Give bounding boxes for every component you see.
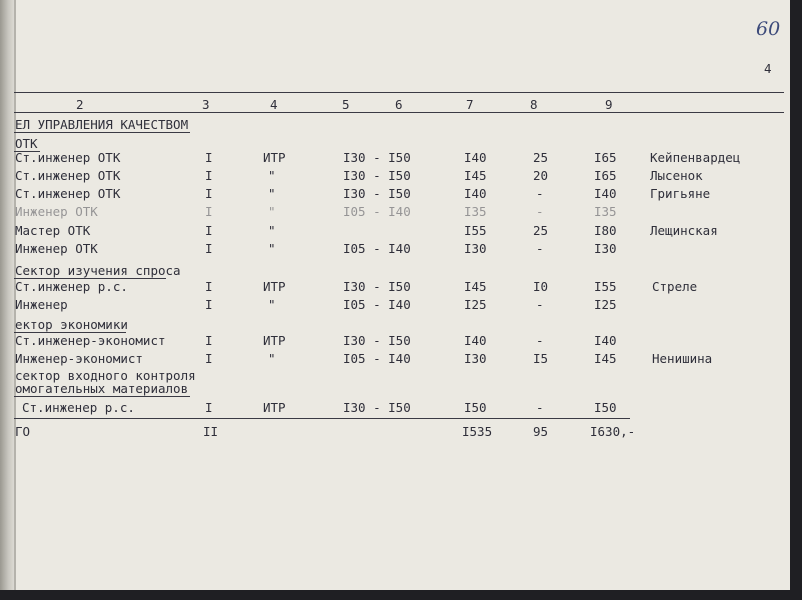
scan-edge-bottom: [0, 590, 802, 600]
row-position: Ст.инженер р.с.: [15, 279, 128, 294]
row-count: I: [205, 150, 213, 165]
binding-line: [14, 0, 16, 590]
section-underline: [14, 396, 190, 397]
section-otk: ОТК: [15, 136, 38, 151]
section-input-control-line2: омогательных материалов: [15, 381, 189, 396]
page-number: 4: [764, 61, 772, 76]
section-economics-sector: ектор экономики: [15, 317, 128, 332]
row-col8: 20: [533, 168, 549, 183]
col-header-4: 4: [270, 97, 278, 112]
row-col7: I25: [464, 297, 487, 312]
row-col9: I45: [594, 351, 617, 366]
row-col8: -: [536, 297, 544, 312]
row-category: ИТР: [263, 333, 286, 348]
row-col7: I40: [464, 333, 487, 348]
row-surname: Лещинская: [650, 223, 718, 238]
row-salary-range: I05 - I40: [343, 241, 411, 256]
row-col9: I35: [594, 204, 617, 219]
row-category: ": [268, 351, 276, 366]
row-count: I: [205, 400, 213, 415]
row-col8: 25: [533, 223, 549, 238]
binding-strip: [0, 0, 14, 590]
row-count: I: [205, 333, 213, 348]
row-salary-range: I30 - I50: [343, 400, 411, 415]
row-position: Ст.инженер ОТК: [15, 168, 121, 183]
total-col7: I535: [462, 424, 493, 439]
row-category: ": [268, 168, 276, 183]
row-salary-range: I30 - I50: [343, 333, 411, 348]
row-col8: -: [536, 241, 544, 256]
row-category: ": [268, 186, 276, 201]
row-col9: I65: [594, 168, 617, 183]
row-count: I: [205, 297, 213, 312]
row-col9: I40: [594, 333, 617, 348]
row-count: I: [205, 223, 213, 238]
row-surname: Ненишина: [652, 351, 713, 366]
row-position: Ст.инженер-экономист: [15, 333, 166, 348]
row-category: ИТР: [263, 150, 286, 165]
col-header-6: 6: [395, 97, 403, 112]
row-position: Ст.инженер ОТК: [15, 186, 121, 201]
row-col7: I40: [464, 150, 487, 165]
row-col9: I40: [594, 186, 617, 201]
row-col8: -: [536, 204, 544, 219]
row-surname: Григьяне: [650, 186, 711, 201]
row-category: ИТР: [263, 279, 286, 294]
handwritten-page-number: 60: [756, 18, 781, 40]
row-col9: I80: [594, 223, 617, 238]
row-category: ": [268, 241, 276, 256]
row-position: Инженер ОТК: [15, 241, 98, 256]
col-header-7: 7: [466, 97, 474, 112]
total-count: II: [203, 424, 219, 439]
row-col8: I5: [533, 351, 549, 366]
row-col8: -: [536, 333, 544, 348]
row-salary-range: I30 - I50: [343, 279, 411, 294]
row-count: I: [205, 241, 213, 256]
col-header-8: 8: [530, 97, 538, 112]
section-underline: [14, 132, 190, 133]
row-col8: I0: [533, 279, 549, 294]
row-count: I: [205, 279, 213, 294]
row-col9: I25: [594, 297, 617, 312]
header-rule-top: [14, 92, 784, 93]
row-salary-range: I05 - I40: [343, 204, 411, 219]
row-col9: I50: [594, 400, 617, 415]
row-count: I: [205, 186, 213, 201]
row-col7: I45: [464, 279, 487, 294]
header-rule-bottom: [14, 112, 784, 113]
row-position: Инженер-экономист: [15, 351, 143, 366]
total-label: ГО: [15, 424, 31, 439]
row-surname: Лысенок: [650, 168, 703, 183]
section-demand-sector: Сектор изучения спроса: [15, 263, 181, 278]
row-col9: I30: [594, 241, 617, 256]
row-surname: Стреле: [652, 279, 698, 294]
row-position: Ст.инженер ОТК: [15, 150, 121, 165]
row-col9: I65: [594, 150, 617, 165]
row-count: I: [205, 204, 213, 219]
row-count: I: [205, 351, 213, 366]
row-salary-range: I05 - I40: [343, 297, 411, 312]
row-col7: I40: [464, 186, 487, 201]
row-col7: I35: [464, 204, 487, 219]
row-category: ": [268, 297, 276, 312]
row-salary-range: I30 - I50: [343, 186, 411, 201]
total-rule: [14, 418, 630, 419]
row-salary-range: I30 - I50: [343, 150, 411, 165]
col-header-5: 5: [342, 97, 350, 112]
row-surname: Кейпенвардец: [650, 150, 741, 165]
row-salary-range: I30 - I50: [343, 168, 411, 183]
row-position: Мастер ОТК: [15, 223, 91, 238]
total-col8: 95: [533, 424, 549, 439]
scan-edge-right: [790, 0, 802, 600]
row-category: ИТР: [263, 400, 286, 415]
col-header-2: 2: [76, 97, 84, 112]
row-col8: -: [536, 400, 544, 415]
row-category: ": [268, 204, 276, 219]
row-count: I: [205, 168, 213, 183]
row-col7: I45: [464, 168, 487, 183]
row-category: ": [268, 223, 276, 238]
row-col7: I30: [464, 241, 487, 256]
row-col7: I55: [464, 223, 487, 238]
row-col9: I55: [594, 279, 617, 294]
row-position: Инженер: [15, 297, 68, 312]
row-col8: 25: [533, 150, 549, 165]
row-position: Ст.инженер р.с.: [22, 400, 135, 415]
section-input-control-line1: сектор входного контроля: [15, 368, 196, 383]
row-col7: I30: [464, 351, 487, 366]
col-header-3: 3: [202, 97, 210, 112]
row-position: Инженер ОТК: [15, 204, 98, 219]
row-col7: I50: [464, 400, 487, 415]
row-col8: -: [536, 186, 544, 201]
total-col9: I630,-: [590, 424, 636, 439]
row-salary-range: I05 - I40: [343, 351, 411, 366]
section-quality-department: ЕЛ УПРАВЛЕНИЯ КАЧЕСТВОМ: [15, 117, 189, 132]
col-header-9: 9: [605, 97, 613, 112]
